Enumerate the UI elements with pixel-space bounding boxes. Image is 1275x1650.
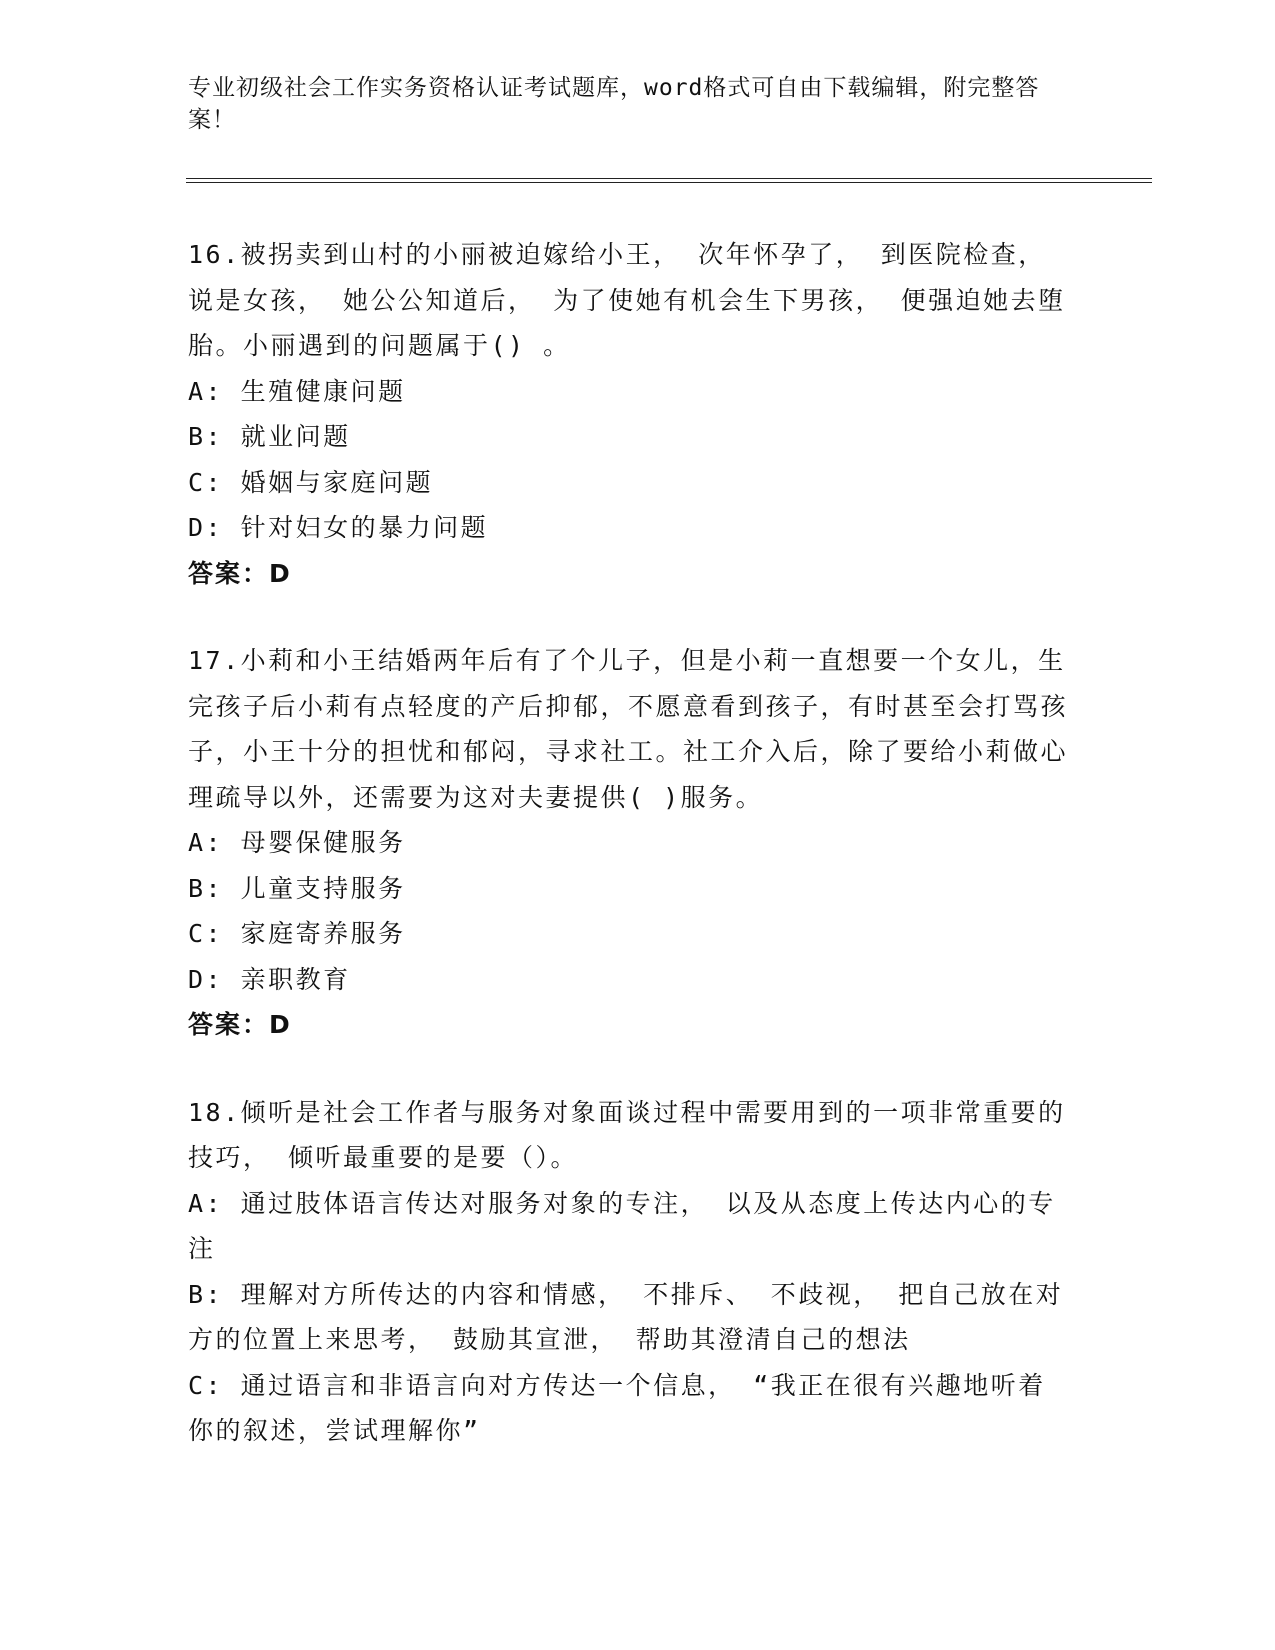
option-c: C: 通过语言和非语言向对方传达一个信息， “我正在很有兴趣地听着你的叙述，尝试理解你”	[188, 1370, 1046, 1445]
option-d: D: 针对妇女的暴力问题	[188, 513, 489, 542]
option-b: B: 就业问题	[188, 422, 351, 451]
option-c: C: 家庭寄养服务	[188, 919, 406, 948]
header-double-rule	[186, 178, 1152, 183]
question-17	[188, 638, 1068, 1048]
answer-line: 答案：D	[188, 1010, 292, 1039]
question-list	[188, 232, 1068, 1496]
option-b: B: 理解对方所传达的内容和情感， 不排斥、 不歧视， 把自己放在对方的位置上来思考， 鼓励其宣泄， 帮助其澄清自己的想法	[188, 1279, 1064, 1354]
option-a: A: 母婴保健服务	[188, 828, 406, 857]
answer-line: 答案：D	[188, 558, 292, 588]
option-c: C: 婚姻与家庭问题	[188, 467, 434, 497]
option-b: B: 儿童支持服务	[188, 873, 406, 903]
option-a: A: 通过肢体语言传达对服务对象的专注， 以及从态度上传达内心的专注	[188, 1188, 1056, 1263]
question-18	[188, 1090, 1068, 1454]
option-d: D: 亲职教育	[188, 964, 351, 994]
header-text: 专业初级社会工作实务资格认证考试题库，word格式可自由下载编辑，附完整答案！	[188, 75, 1040, 133]
option-a: A: 生殖健康问题	[188, 376, 406, 406]
question-stem: 18.倾听是社会工作者与服务对象面谈过程中需要用到的一项非常重要的技巧， 倾听最重要的是要（）。	[188, 1097, 1066, 1172]
question-stem: 17.小莉和小王结婚两年后有了个儿子，但是小莉一直想要一个女儿，生完孩子后小莉有点轻度的产后抑郁，不愿意看到孩子，有时甚至会打骂孩子，小王十分的担忧和郁闷，寻求社工。社工介入后，除了要给小莉做心理疏导以外，还需要为这对夫妻提供( )服务。	[188, 646, 1069, 812]
question-stem: 16.被拐卖到山村的小丽被迫嫁给小王， 次年怀孕了， 到医院检查，说是女孩， 她公公知道后， 为了使她有机会生下男孩， 便强迫她去堕胎。小丽遇到的问题属于() 。	[188, 240, 1066, 360]
question-16	[188, 232, 1068, 596]
